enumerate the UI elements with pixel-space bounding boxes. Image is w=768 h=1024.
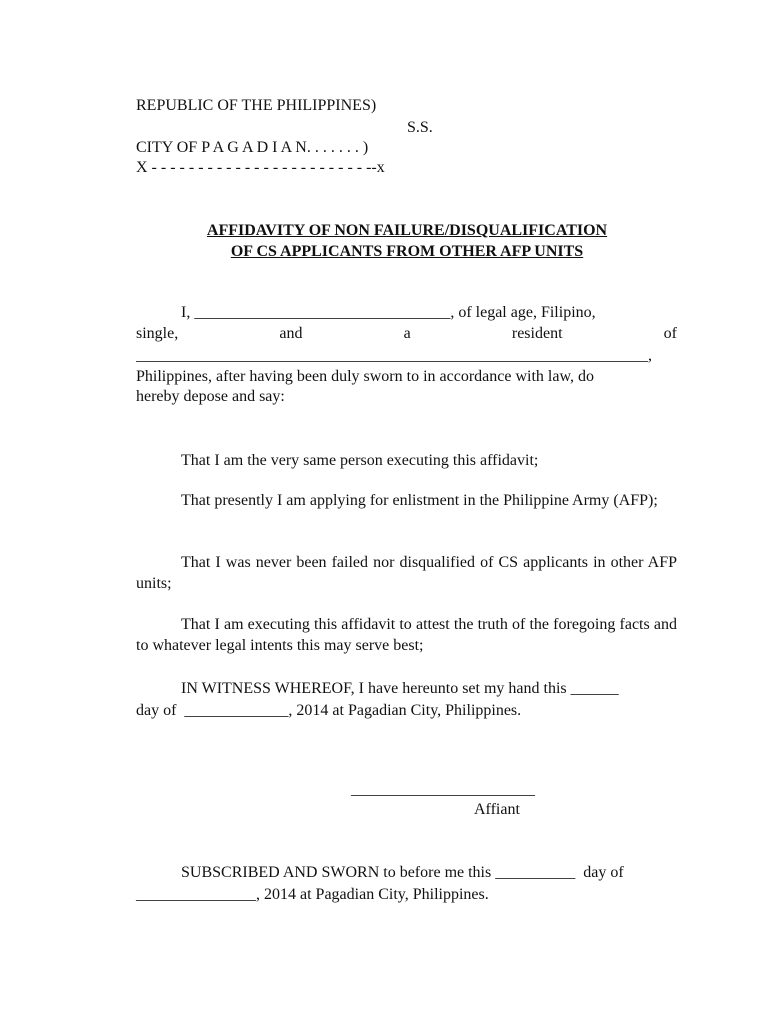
signature-line: _______________________ [351, 781, 535, 798]
intro-word: resident [511, 325, 563, 342]
intro-word: of [663, 325, 677, 342]
witness-line-2: day of _____________, 2014 at Pagadian City, Philippines. [136, 702, 522, 719]
clause-4: That I am executing this affidavit to attest the truth of the foregoing facts and to whatever legal intents this may serve best; [136, 616, 677, 654]
intro-line-4: Philippines, after having been duly sworn to in accordance with law, do [136, 368, 594, 385]
title-line-2: OF CS APPLICANTS FROM OTHER AFP UNITS [230, 243, 584, 260]
header-republic: REPUBLIC OF THE PHILIPPINES) [136, 97, 377, 114]
clause-3: That I was never been failed nor disqualified of CS applicants in other AFP units; [136, 554, 677, 592]
intro-line-2 [136, 323, 677, 344]
header-city: CITY OF P A G A D I A N. . . . . . . ) [136, 139, 369, 156]
intro-line-1-text: I, ________________________________, of legal age, Filipino, [181, 304, 596, 321]
witness-line-1: IN WITNESS WHEREOF, I have hereunto set my hand this ______ [181, 680, 619, 697]
intro-line-1 [136, 302, 677, 323]
intro-line-5: hereby depose and say: [136, 388, 285, 405]
title-line-1: AFFIDAVITY OF NON FAILURE/DISQUALIFICATION [206, 222, 608, 239]
clause-1: That I am the very same person executing this affidavit; [181, 452, 539, 469]
intro-word: single, [136, 325, 179, 342]
sworn-line-1: SUBSCRIBED AND SWORN to before me this __________ day of [181, 864, 624, 881]
intro-address-line: ________________________________________________________________, [136, 347, 652, 364]
sworn-line-2: _______________, 2014 at Pagadian City, Philippines. [136, 886, 489, 903]
clause-2: That presently I am applying for enlistment in the Philippine Army (AFP); [181, 492, 658, 509]
intro-word: and [279, 325, 303, 342]
header-ss: S.S. [407, 119, 433, 136]
header-separator: X - - - - - - - - - - - - - - - - - - - - - - - --x [136, 159, 385, 176]
signature-label-affiant: Affiant [474, 801, 520, 818]
intro-word: a [403, 325, 411, 342]
